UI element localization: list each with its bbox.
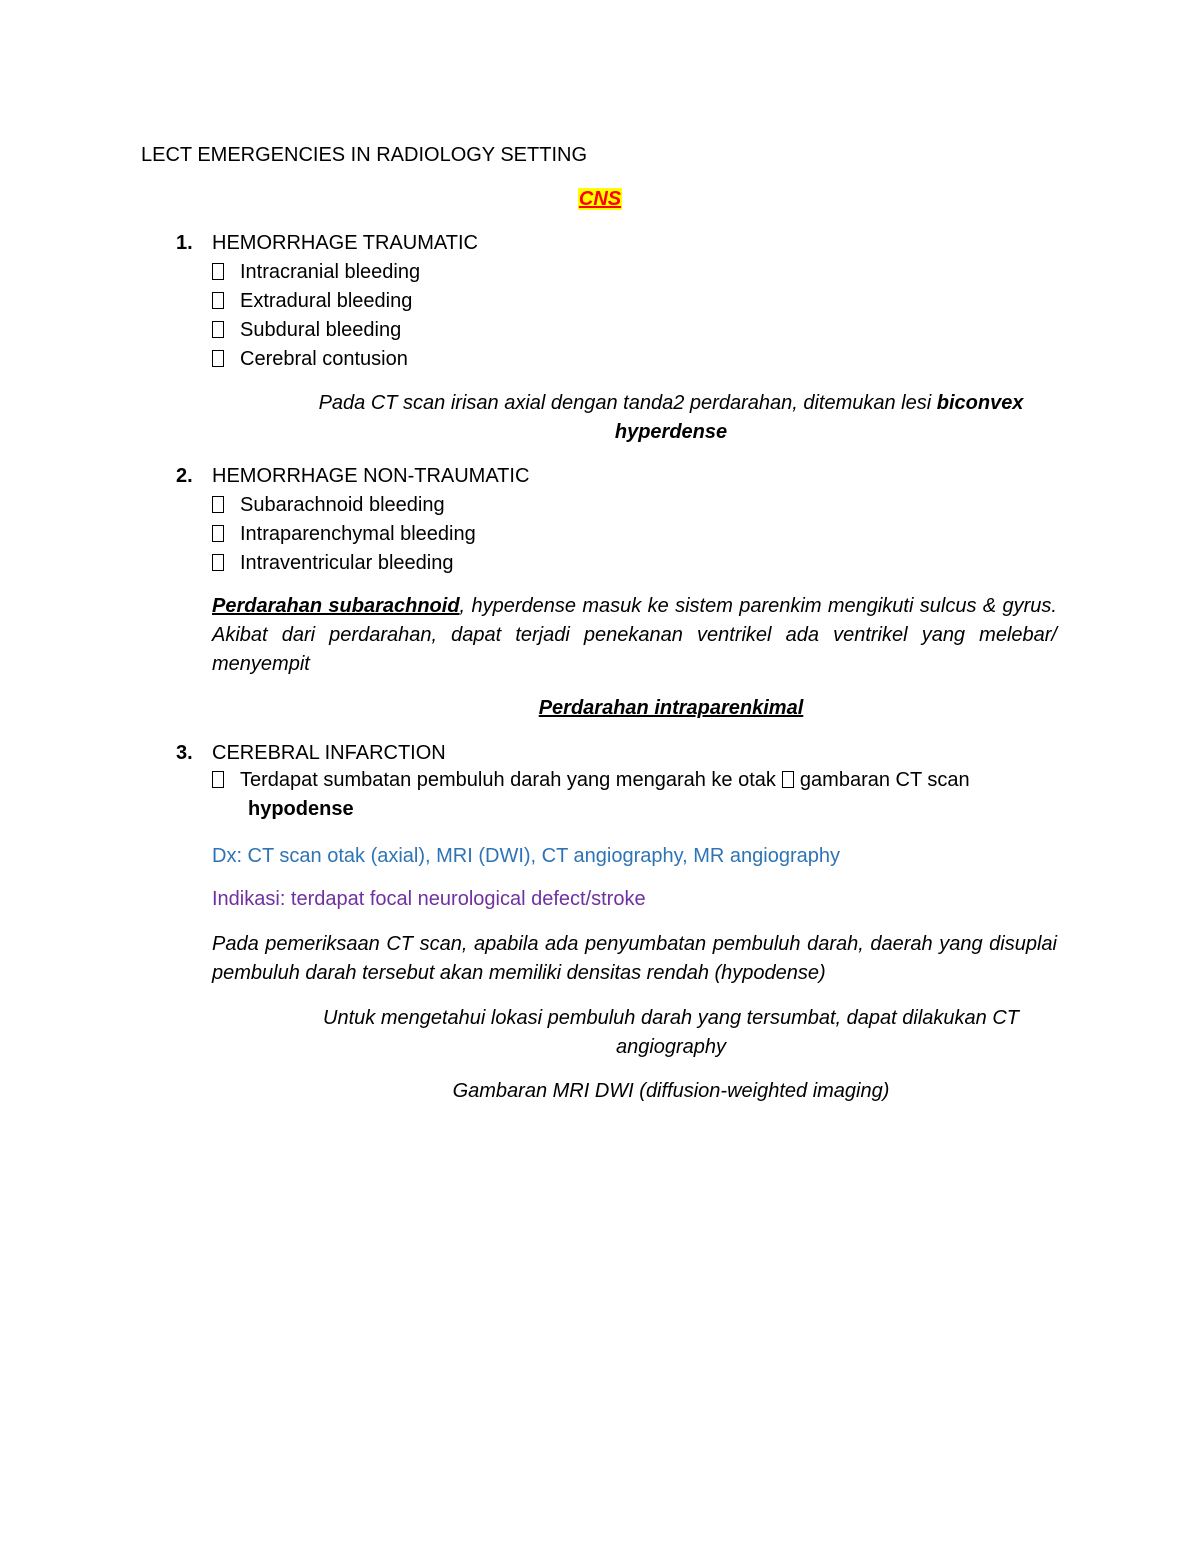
dx-line: Dx: CT scan otak (axial), MRI (DWI), CT angiography, MR angiography — [212, 845, 840, 867]
section-2-subheading: Perdarahan intraparenkimal — [538, 697, 804, 719]
checkbox-bullet-icon — [212, 771, 224, 788]
section-2-title: HEMORRHAGE NON-TRAUMATIC — [212, 465, 530, 487]
section-1-note-line-2: hyperdense — [614, 421, 728, 443]
section-3-title: CEREBRAL INFARCTION — [212, 742, 446, 764]
section-header-cns — [0, 188, 1200, 211]
checkbox-bullet-icon — [212, 263, 224, 280]
section-3-number: 3. — [176, 742, 193, 764]
indikasi-line: Indikasi: terdapat focal neurological defect/stroke — [212, 888, 646, 910]
list-item: Intraventricular bleeding — [212, 552, 453, 575]
section-2-number: 2. — [176, 465, 193, 487]
list-item: Cerebral contusion — [212, 348, 408, 371]
document-title: LECT EMERGENCIES IN RADIOLOGY SETTING — [141, 144, 588, 166]
list-item: Intracranial bleeding — [212, 261, 420, 284]
note-lead: Perdarahan subarachnoid — [212, 595, 460, 617]
section-3-paragraph-2-line-1: Untuk mengetahui lokasi pembuluh darah yang tersumbat, dapat dilakukan CT — [323, 1007, 1019, 1029]
section-1-title: HEMORRHAGE TRAUMATIC — [212, 232, 478, 254]
section-3-paragraph-2-line-2: angiography — [615, 1036, 727, 1058]
section-1-note-line-1: Pada CT scan irisan axial dengan tanda2 perdarahan, ditemukan lesi biconvex — [318, 392, 1024, 414]
list-item: Subdural bleeding — [212, 319, 401, 342]
section-3-item: Terdapat sumbatan pembuluh darah yang mengarah ke otak gambaran CT scan hypodense — [212, 766, 1057, 824]
section-3-paragraph-3: Gambaran MRI DWI (diffusion-weighted imaging) — [452, 1080, 890, 1102]
section-3-paragraph-1: Pada pemeriksaan CT scan, apabila ada penyumbatan pembuluh darah, daerah yang disuplai pembuluh darah tersebut akan memiliki densitas rendah (hypodense) — [212, 933, 1057, 984]
checkbox-bullet-icon — [782, 771, 794, 788]
list-item: Intraparenchymal bleeding — [212, 523, 476, 546]
section-1-number: 1. — [176, 232, 193, 254]
cns-label: CNS — [578, 188, 622, 210]
checkbox-bullet-icon — [212, 525, 224, 542]
list-item: Subarachnoid bleeding — [212, 494, 445, 517]
list-item: Extradural bleeding — [212, 290, 412, 313]
checkbox-bullet-icon — [212, 292, 224, 309]
checkbox-bullet-icon — [212, 321, 224, 338]
section-2-note: Perdarahan subarachnoid, hyperdense masuk ke sistem parenkim mengikuti sulcus & gyrus. Akibat dari perdarahan, dapat terjadi penekanan ventrikel ada ventrikel yang melebar/ menyempit — [212, 595, 1057, 675]
checkbox-bullet-icon — [212, 350, 224, 367]
checkbox-bullet-icon — [212, 554, 224, 571]
checkbox-bullet-icon — [212, 496, 224, 513]
